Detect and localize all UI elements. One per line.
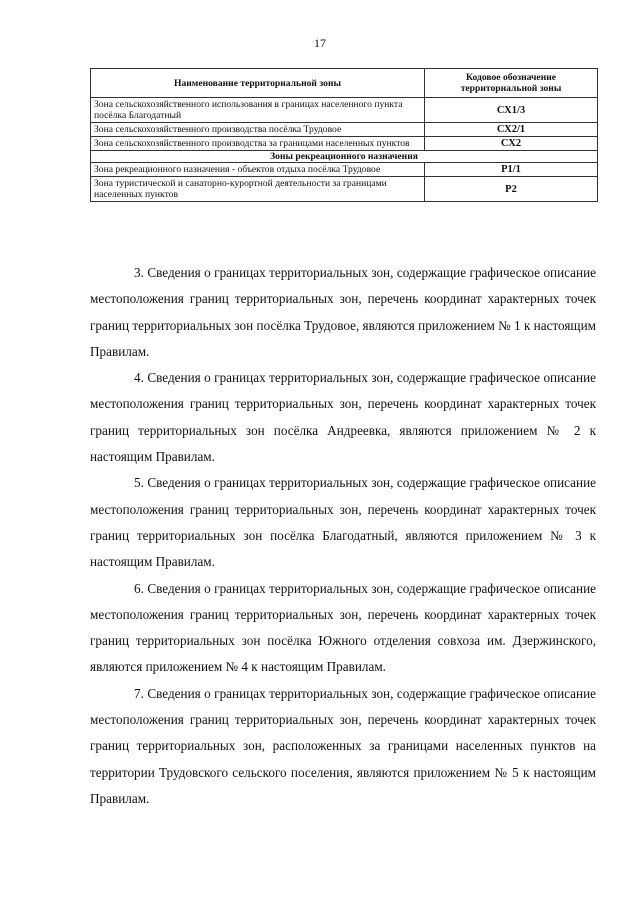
table-row — [91, 123, 598, 137]
paragraph-6: 6. Сведения о границах территориальных зон, содержащие графическое описание местоположения границ территориальных зон, перечень координат характерных точек границ территориальных зон посёлка Южного отделения совхоза им. Дзержинского, являются приложением № 4 к настоящим Правилам. — [90, 580, 596, 675]
paragraph-3: 3. Сведения о границах территориальных зон, содержащие графическое описание местоположения границ территориальных зон, перечень координат характерных точек границ территориальных зон посёлка Трудовое, являются приложением № 1 к настоящим Правилам. — [90, 265, 596, 359]
paragraph-7: 7. Сведения о границах территориальных зон, содержащие графическое описание местоположения границ территориальных зон, перечень координат характерных точек границ территориальных зон, расположенных за границами населенных пунктов на территории Трудовского сельского поселения, являются приложением № 5 к настоящим Правилам. — [90, 685, 596, 806]
header-zone-code: Кодовое обозначение территориальной зоны — [425, 69, 598, 98]
zone-name: Зона рекреационного назначения - объектов отдыха посёлка Трудовое — [91, 163, 425, 177]
zone-code: СХ2/1 — [425, 123, 598, 137]
zone-name: Зона туристической и санаторно-курортной деятельности за границами населенных пунктов — [91, 177, 425, 202]
zone-name: Зона сельскохозяйственного производства посёлка Трудовое — [91, 123, 425, 137]
zone-code: Р2 — [425, 177, 598, 202]
zone-code: СХ1/3 — [425, 98, 598, 123]
zone-name: Зона сельскохозяйственного производства за границами населенных пунктов — [91, 137, 425, 151]
section-title: Зоны рекреационного назначения — [91, 151, 598, 163]
zones-table — [90, 68, 598, 202]
table-header-row — [91, 69, 598, 98]
table-row — [91, 98, 598, 123]
table-section-row — [91, 151, 598, 163]
table-row — [91, 177, 598, 202]
table-row — [91, 163, 598, 177]
zone-code: СХ2 — [425, 137, 598, 151]
table-row — [91, 137, 598, 151]
paragraph-4: 4. Сведения о границах территориальных зон, содержащие графическое описание местоположения границ территориальных зон, перечень координат характерных точек границ территориальных зон посёлка Андреевка, являются приложением № 2 к настоящим Правилам. — [90, 370, 596, 465]
body-text — [90, 260, 596, 812]
paragraph-5: 5. Сведения о границах территориальных зон, содержащие графическое описание местоположения границ территориальных зон, перечень координат характерных точек границ территориальных зон посёлка Благодатный, являются приложением № 3 к настоящим Правилам. — [90, 475, 596, 570]
page-number: 17 — [314, 36, 326, 50]
zone-code: Р1/1 — [425, 163, 598, 177]
zone-name: Зона сельскохозяйственного использования в границах населенного пункта посёлка Благодатный — [91, 98, 425, 123]
header-zone-name: Наименование территориальной зоны — [91, 69, 425, 98]
